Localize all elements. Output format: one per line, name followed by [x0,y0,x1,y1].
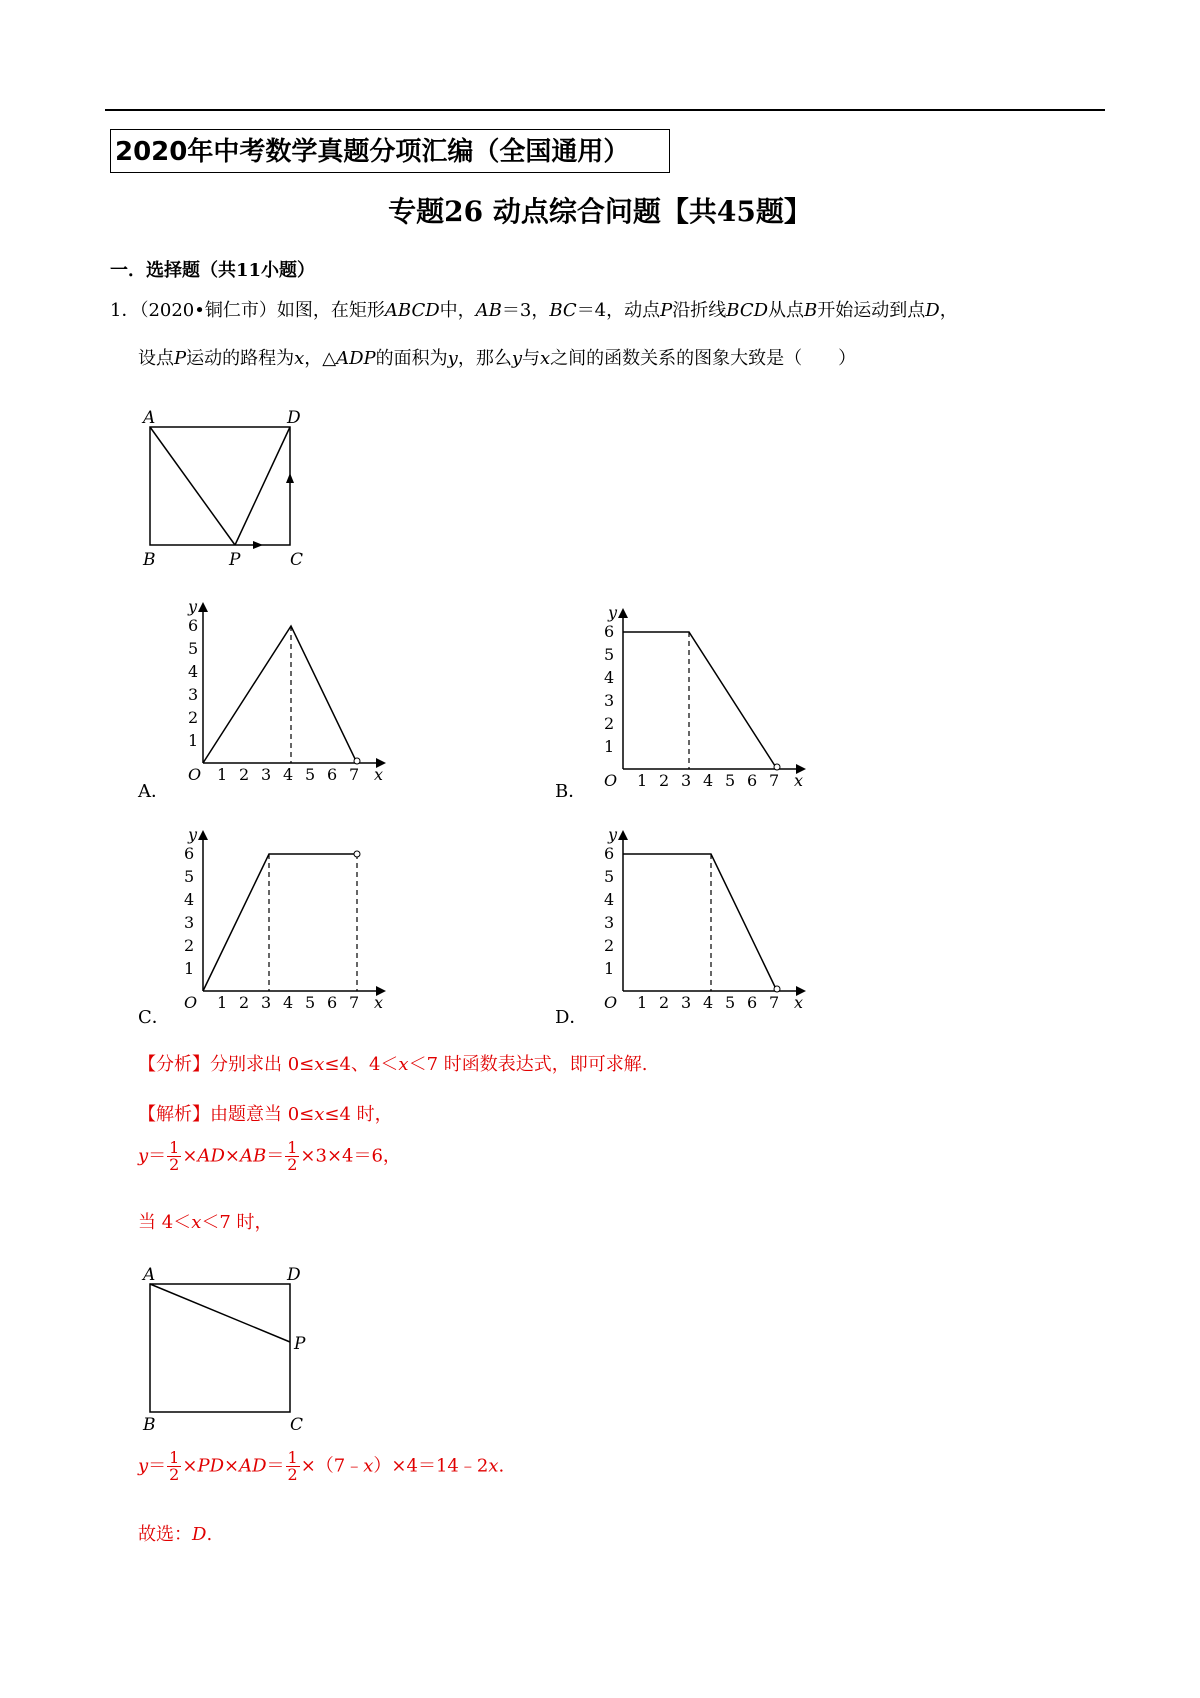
solution-line: 【解析】由题意当 0≤x≤4 时， [138,1104,393,1125]
equation-1: y＝ $\frac{1}{2}$ ×AD×AB＝ $\frac{1}{2}$ ×3×4＝6， [138,1138,401,1174]
tick-x-1: 1 [217,765,228,784]
graph-option-b [598,604,818,796]
label-a: A [143,1265,156,1285]
tick-y-4: 4 [188,662,199,681]
x-axis-label: x [374,993,384,1012]
rectangle-figure-1 [135,405,315,565]
tick-x-3: 3 [261,993,272,1012]
tick-y-3: 3 [184,913,195,932]
graph-option-d [598,826,818,1018]
segment-pd [235,427,290,545]
open-point [774,764,780,770]
tick-x-3: 3 [681,993,692,1012]
tick-x-1: 1 [217,993,228,1012]
y-axis-arrow-icon [198,830,208,840]
tick-x-3: 3 [681,771,692,790]
tick-x-6: 6 [747,993,758,1012]
tick-y-6: 6 [604,844,615,863]
label-p: P [294,1334,306,1354]
fraction-half-2: $\frac{1}{2}$ [287,1138,298,1174]
fraction-half: $\frac{1}{2}$ [169,1448,180,1484]
origin-label: O [604,771,618,790]
y-axis-arrow-icon [618,830,628,840]
x-axis-label: x [794,771,804,790]
condition-line: 当 4＜x＜7 时， [138,1212,273,1233]
rect-abcd [150,427,290,545]
tick-x-5: 5 [725,771,736,790]
tick-y-2: 2 [188,708,199,727]
tick-x-3: 3 [261,765,272,784]
tick-x-6: 6 [747,771,758,790]
label-c: C [290,550,304,565]
label-a: A [143,408,156,428]
answer-line: 故选：D. [138,1524,213,1545]
arrow-right-icon [253,541,263,549]
arrow-up-icon [286,473,294,483]
y-axis-arrow-icon [618,608,628,618]
tick-x-4: 4 [703,771,714,790]
option-b-label: B． [555,781,587,802]
graph-line [623,854,777,991]
rectangle-figure-2 [135,1262,315,1432]
tick-x-5: 5 [305,993,316,1012]
question-line-2: 设点P运动的路程为x，△ADP的面积为y，那么y与x之间的函数关系的图象大致是（ ） [138,348,857,369]
tick-y-3: 3 [604,913,615,932]
tick-x-2: 2 [239,993,250,1012]
y-axis-label: y [188,598,198,616]
origin-label: O [184,993,198,1012]
tick-y-1: 1 [184,959,195,978]
open-point [354,851,360,857]
y-axis-label: y [188,826,198,844]
tick-y-5: 5 [604,867,615,886]
tick-x-7: 7 [769,771,780,790]
tick-y-2: 2 [184,936,195,955]
tick-y-2: 2 [604,936,615,955]
tick-x-1: 1 [637,993,648,1012]
tick-x-5: 5 [305,765,316,784]
label-d: D [287,408,301,428]
tick-y-1: 1 [188,731,199,750]
tick-x-4: 4 [703,993,714,1012]
segment-ap [150,427,235,545]
tick-x-2: 2 [659,771,670,790]
equation-2: y＝ $\frac{1}{2}$ ×PD×AD＝ $\frac{1}{2}$ ×（7﹣x）×4＝14﹣2x. [138,1448,505,1484]
label-b: B [143,1415,156,1432]
header-rule [105,109,1105,111]
tick-x-4: 4 [283,993,294,1012]
graph-option-a [178,598,398,790]
graph-option-c [178,826,398,1018]
tick-x-7: 7 [349,765,360,784]
tick-y-6: 6 [604,622,615,641]
series-banner: 2020年中考数学真题分项汇编（全国通用） [110,129,670,173]
tick-y-3: 3 [188,685,199,704]
tick-x-7: 7 [349,993,360,1012]
tick-x-2: 2 [659,993,670,1012]
option-c-label: C． [138,1007,170,1028]
origin-label: O [188,765,202,784]
graph-line [203,854,357,991]
segment-ap [150,1284,290,1342]
label-b: B [143,550,156,565]
graph-line [623,632,777,769]
x-axis-label: x [374,765,384,784]
tick-y-1: 1 [604,959,615,978]
question-line-1: 1．（2020•铜仁市）如图，在矩形ABCD中，AB＝3，BC＝4，动点P沿折线BCD从点B开始运动到点D， [110,300,958,321]
section-heading: 一．选择题（共11小题） [110,260,316,281]
open-point [774,986,780,992]
label-c: C [290,1415,304,1432]
y-axis-arrow-icon [198,602,208,612]
tick-x-7: 7 [769,993,780,1012]
tick-y-5: 5 [604,645,615,664]
tick-x-1: 1 [637,771,648,790]
tick-y-5: 5 [188,639,199,658]
fraction-half-2: $\frac{1}{2}$ [287,1448,298,1484]
x-axis-label: x [794,993,804,1012]
tick-y-3: 3 [604,691,615,710]
tick-x-2: 2 [239,765,250,784]
option-a-label: A． [138,781,169,802]
tick-y-4: 4 [604,890,615,909]
tick-y-4: 4 [184,890,195,909]
rect-abcd [150,1284,290,1412]
tick-x-6: 6 [327,993,338,1012]
option-d-label: D． [555,1007,588,1028]
open-point [354,758,360,764]
y-axis-label: y [608,826,618,844]
y-axis-label: y [608,604,618,622]
tick-y-1: 1 [604,737,615,756]
tick-x-4: 4 [283,765,294,784]
origin-label: O [604,993,618,1012]
tick-y-5: 5 [184,867,195,886]
analysis-line: 【分析】分别求出 0≤x≤4、4＜x＜7 时函数表达式，即可求解. [138,1054,648,1075]
label-d: D [287,1265,301,1285]
tick-y-4: 4 [604,668,615,687]
graph-line [203,626,357,763]
tick-x-6: 6 [327,765,338,784]
tick-x-5: 5 [725,993,736,1012]
label-p: P [229,550,241,565]
tick-y-6: 6 [184,844,195,863]
page-title: 专题26 动点综合问题【共45题】 [388,195,812,228]
tick-y-6: 6 [188,616,199,635]
fraction-half: $\frac{1}{2}$ [169,1138,180,1174]
tick-y-2: 2 [604,714,615,733]
